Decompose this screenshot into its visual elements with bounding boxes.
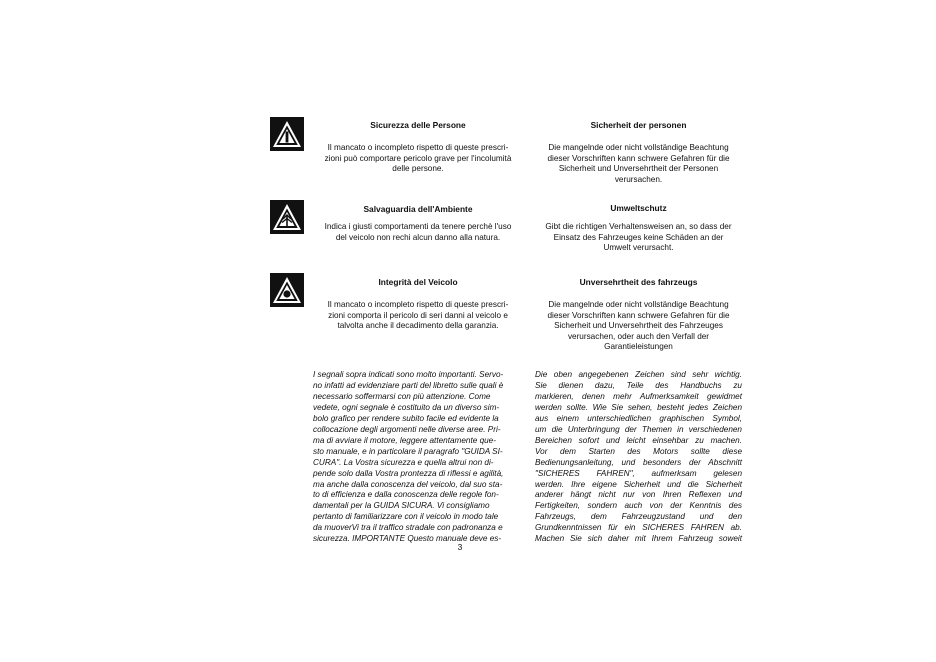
paragraph-line: ma anche dalla conoscenza del veicolo, dal suo sta- — [313, 479, 503, 489]
text-line: dieser Vorschriften kann schwere Gefahren für die — [547, 310, 730, 320]
text-line: Garantieleistungen — [604, 342, 673, 352]
paragraph-line: pertanto di familiarizzare con il veicolo in modo tale — [313, 512, 499, 522]
paragraph-line: no infatti ad evidenziare parti del libretto sulle quali è — [313, 380, 504, 390]
text-line: Il mancato o incompleto rispetto di queste prescri- — [327, 300, 509, 310]
paragraph-line: "SICHERES FAHREN", aufmerksam gelesen — [535, 468, 742, 478]
section-2-de — [535, 203, 742, 254]
text-line: verursachen, oder auch den Verfall der — [567, 331, 710, 341]
paragraph-line: sicurezza. IMPORTANTE Questo manuale deve es- — [313, 534, 502, 544]
page-number: 3 — [457, 542, 463, 552]
paragraph-line: Grundkenntnissen für ein SICHERES FAHREN ab. — [535, 523, 742, 533]
paragraph-line: markieren, denen mehr Aufmerksamkeit gewidmet — [535, 391, 742, 401]
text-line: Sicherheit und Unversehrtheit der Personen — [558, 164, 719, 174]
text-line: delle persone. — [392, 164, 444, 174]
section-1-de — [535, 120, 742, 185]
text-line: Die mangelnde oder nicht vollständige Beachtung — [548, 143, 729, 153]
paragraph-line: Sie dienen dazu, Teile des Handbuchs zu — [535, 380, 742, 390]
text-line: del veicolo non rechi alcun danno alla natura. — [335, 232, 501, 242]
section-title: Sicurezza delle Persone — [370, 120, 466, 130]
paragraph-line: bolo grafico per rendere subito facile ed evidente la — [313, 413, 499, 423]
paragraph-line: anderer hängt nicht nur von Ihren Reflexen und — [535, 490, 742, 500]
paragraph-line: Machen Sie sich daher mit Ihrem Fahrzeug soweit — [535, 534, 742, 544]
paragraph-line: sto manuale, e in particolare il paragrafo "GUIDA SI- — [313, 446, 503, 456]
warning-triangle-icon — [270, 117, 304, 151]
paragraph-line: Die oben angegebenen Zeichen sind sehr wichtig. — [535, 370, 742, 379]
paragraph-line: Fahrzeugs, dem Fahrzeugzustand und den — [535, 512, 742, 522]
text-line: Indica i giusti comportamenti da tenere perchè l'uso — [324, 222, 512, 232]
paragraph-line: CURA". La Vostra sicurezza e quella altrui non di- — [313, 457, 494, 467]
paragraph-italian — [313, 370, 523, 545]
section-3-de — [535, 277, 742, 352]
text-line: dieser Vorschriften kann schwere Gefahren für die — [547, 153, 730, 163]
text-line: verursachen. — [614, 174, 663, 184]
section-title: Sicherheit der personen — [590, 120, 687, 130]
paragraph-line: Bereichen sofort und leicht einsehbar zu machen. — [535, 435, 742, 445]
tree-triangle-icon — [270, 200, 304, 234]
section-title: Umweltschutz — [610, 203, 667, 213]
paragraph-line: um die Unterbringung der Themen in verschiedenen — [535, 424, 742, 434]
text-line: Il mancato o incompleto rispetto di queste prescri- — [327, 143, 509, 153]
paragraph-line: vedete, ogni segnale è costituito da un diverso sim- — [313, 402, 500, 412]
paragraph-line: werden. Ihre eigene Sicherheit und die Sicherheit — [535, 479, 742, 489]
paragraph-line: Vor dem Starten des Motors sollte diese — [535, 446, 742, 456]
paragraph-line: Fertigkeiten, sondern auch von der Kenntnis des — [535, 501, 742, 511]
section-1-it — [313, 120, 523, 175]
vehicle-triangle-icon — [270, 273, 304, 307]
section-2-it — [313, 204, 523, 243]
paragraph-line: ma di avviare il motore, leggere attentamente que- — [313, 435, 496, 445]
section-3-it — [313, 277, 523, 332]
paragraph-line: pende solo dalla Vostra prontezza di riflessi e agilità, — [313, 468, 504, 478]
paragraph-line: Bedienungsanleitung, und besonders der Abschnitt — [535, 457, 742, 467]
text-line: Sicherheit und Unversehrtheit des Fahrzeuges — [554, 321, 723, 331]
paragraph-line: collocazione degli argomenti nelle diverse aree. Pri- — [313, 424, 501, 434]
section-title: Unversehrtheit des fahrzeugs — [579, 277, 698, 287]
paragraph-line: necessario soffermarsi con più attenzione. Come — [313, 391, 491, 401]
text-line: talvolta anche il decadimento della garanzia. — [337, 321, 499, 331]
paragraph-line: to di efficienza e dalla conoscenza delle regole fon- — [313, 490, 499, 500]
paragraph-line: damentali per la GUIDA SICURA. Vi consigliamo — [313, 501, 490, 511]
section-title: Salvaguardia dell'Ambiente — [363, 204, 473, 214]
text-line: zioni comporta il pericolo di seri danni al veicolo e — [328, 310, 508, 320]
section-title: Integrità del Veicolo — [378, 277, 458, 287]
text-line: Umwelt verursacht. — [603, 243, 674, 253]
paragraph-german — [535, 370, 742, 545]
paragraph-line: I segnali sopra indicati sono molto importanti. Servo- — [313, 370, 504, 379]
text-line: Die mangelnde oder nicht vollständige Beachtung — [548, 300, 729, 310]
paragraph-line: da muoverVi tra il traffico stradale con padronanza e — [313, 523, 503, 533]
text-line: zioni può comportare pericolo grave per l'incolumità — [324, 153, 512, 163]
paragraph-line: aus einem unterschiedlichen graphischen Symbol, — [535, 413, 742, 423]
text-line: Gibt die richtigen Verhaltensweisen an, so dass der — [545, 222, 732, 232]
text-line: Einsatz des Fahrzeuges keine Schäden an der — [553, 232, 724, 242]
paragraph-line: werden sollte. Wie Sie sehen, besteht jedes Zeichen — [535, 402, 742, 412]
